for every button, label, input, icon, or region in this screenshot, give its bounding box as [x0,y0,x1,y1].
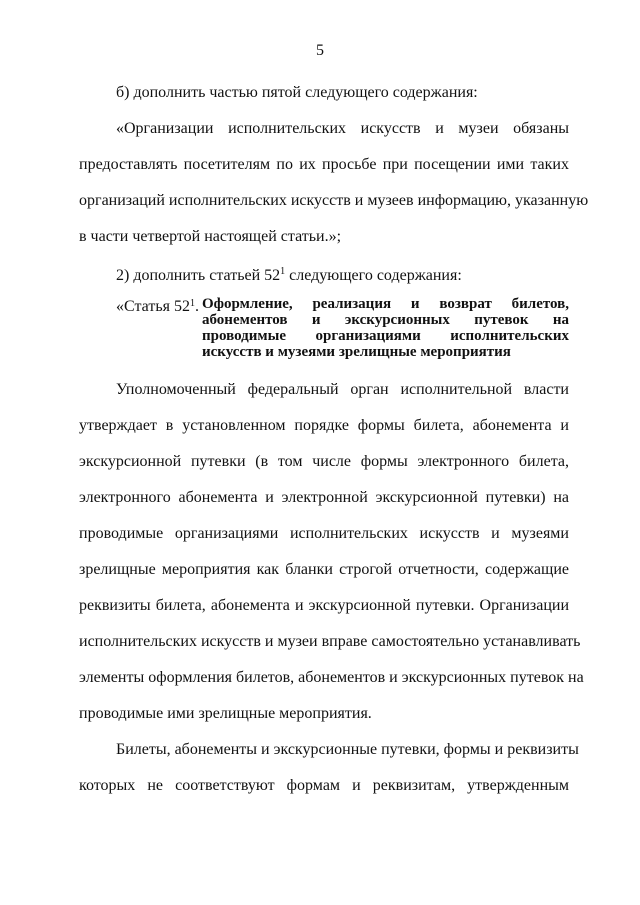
article-title-line: Оформление, реализация и возврат билетов, [202,296,569,312]
body-line: элементы оформления билетов, абонементов и экскурсионных путевок на [79,669,584,686]
article-title-line: абонементов и экскурсионных путевок на [202,312,569,328]
superscript: 1 [280,266,286,277]
body-line: проводимые организациями исполнительских искусств и музеями [79,525,569,542]
amend-text: 2) дополнить статьей 52 [116,267,281,284]
body-line: утверждает в установленном порядке формы билета, абонемента и [79,417,569,434]
paragraph-line [116,262,569,286]
amend-text: следующего содержания: [285,267,462,284]
paragraph-line: б) дополнить частью пятой следующего содержания: [116,84,478,101]
body-line: реквизиты билета, абонемента и экскурсионной путевки. Организации [79,597,569,614]
body-line: Уполномоченный федеральный орган исполнительной власти [116,381,569,398]
page-number: 5 [316,42,324,59]
body-line: электронного абонемента и электронной экскурсионной путевки) на [79,489,569,506]
body-line: исполнительских искусств и музеи вправе самостоятельно устанавливать [79,633,581,650]
paragraph-line: предоставлять посетителям по их просьбе при посещении ими таких [79,156,569,173]
body-line: экскурсионной путевки (в том числе формы электронного билета, [79,453,569,470]
superscript: 1 [189,298,195,309]
body-line: Билеты, абонементы и экскурсионные путевки, формы и реквизиты [116,741,579,758]
article-title-line: искусств и музеями зрелищные мероприятия [202,344,511,360]
article-title-line: проводимые организациями исполнительских [202,328,569,344]
article-label: «Статья $52^1$. [116,298,199,315]
body-line: зрелищные мероприятия как бланки строгой отчетности, содержащие [79,561,569,578]
paragraph-line: организаций исполнительских искусств и музеев информацию, указанную [79,192,589,209]
paragraph-line: в части четвертой настоящей статьи.»; [79,228,342,245]
body-line: которых не соответствуют формам и реквизитам, утвержденным [79,777,569,794]
paragraph-line: «Организации исполнительских искусств и музеи обязаны [116,120,569,137]
body-line: проводимые ими зрелищные мероприятия. [79,705,372,722]
